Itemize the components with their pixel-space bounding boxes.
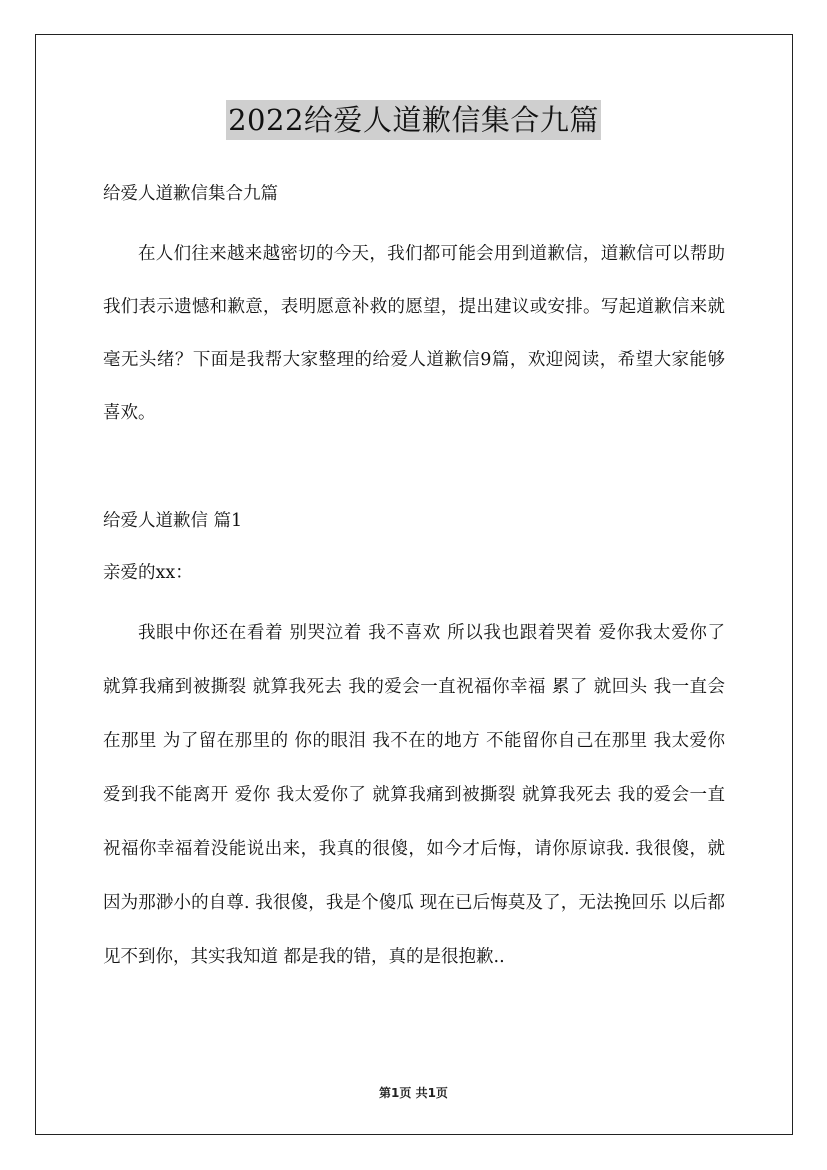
letter-greeting: 亲爱的xx： bbox=[103, 563, 193, 583]
document-subtitle: 给爱人道歉信集合九篇 bbox=[103, 184, 278, 204]
intro-paragraph: 在人们往来越来越密切的今天，我们都可能会用到道歉信，道歉信可以帮助我们表示遗憾和歉意，表明愿意补救的愿望，提出建议或安排。写起道歉信来就毫无头绪？下面是我帮大家整理的给爱人道歉信9篇，欢迎阅读，希望大家能够喜欢。 bbox=[103, 244, 725, 423]
title-wrapper bbox=[0, 100, 827, 140]
letter-body-paragraph: 我眼中你还在看着 别哭泣着 我不喜欢 所以我也跟着哭着 爱你我太爱你了 就算我痛到被撕裂 就算我死去 我的爱会一直祝福你幸福 累了 就回头 我一直会在那里 为了留在那里的 你的眼泪 我不在的地方 不能留你自己在那里 我太爱你 爱到我不能离开 爱你 我太爱你了 就算我痛到被撕裂 就算我死去 我的爱会一直祝福你幸福着没能说出来，我真的很傻，如今才后悔，请你原谅我. 我很傻，就因为那渺小的自尊. 我很傻，我是个傻瓜 现在已后悔莫及了，无法挽回乐 以后都见不到你，其实我知道 都是我的错，真的是很抱歉.. bbox=[103, 623, 725, 967]
section-heading: 给爱人道歉信 篇1 bbox=[103, 511, 243, 531]
page-footer: 第1页 共1页 bbox=[379, 1086, 448, 1100]
document-title: 2022给爱人道歉信集合九篇 bbox=[226, 100, 601, 140]
